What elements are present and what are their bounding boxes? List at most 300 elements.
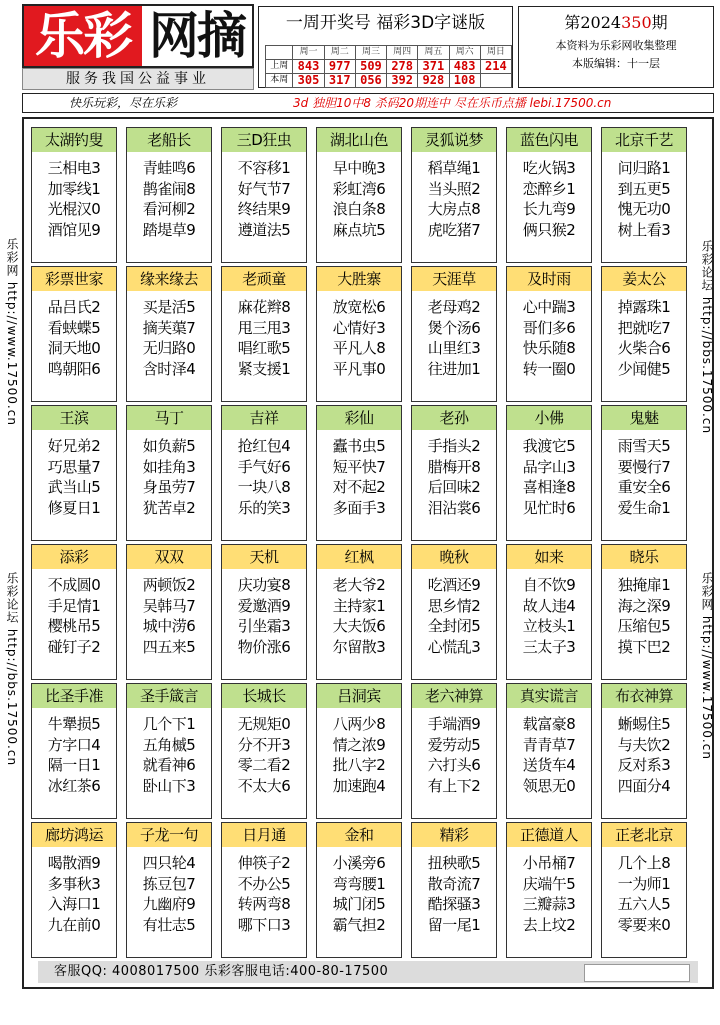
puzzle-card [31,544,117,680]
riddle-line: 雨雪天5 [617,437,671,455]
puzzle-card [126,822,212,958]
card-title: 圣手箴言 [127,684,211,708]
puzzle-card [506,683,592,819]
riddle-line: 三瓣蒜3 [522,895,576,913]
draw-number: 214 [480,60,511,74]
draw-number [480,74,511,88]
riddle-line: 隔一日1 [47,756,101,774]
riddle-line: 手端酒9 [427,715,481,733]
riddle-line: 九在前0 [47,915,101,934]
riddle-line: 巧思量7 [47,457,101,476]
puzzle-card [506,405,592,541]
riddle-line: 把就吃7 [617,318,671,337]
riddle-line: 浪白条8 [332,200,386,218]
draw-number: 509 [355,60,386,74]
puzzle-card [316,127,402,263]
riddle-line: 酷探骚3 [427,895,481,913]
puzzle-card [221,127,307,263]
riddle-line: 载富豪8 [522,715,576,733]
card-title: 王滨 [32,406,116,430]
riddle-line: 遵道法5 [237,220,291,239]
riddle-line: 紧支援1 [237,359,291,378]
card-title: 廊坊鸿运 [32,823,116,847]
riddle-line: 青青草7 [522,735,576,754]
riddle-line: 城门闭5 [332,895,386,913]
draw-number: 928 [418,74,449,88]
weekday-cell: 周三 [355,46,386,60]
card-title: 彩仙 [317,406,401,430]
card-lines [32,708,116,796]
puzzle-card [601,544,687,680]
card-lines [507,152,591,240]
riddle-line: 对不起2 [332,478,386,496]
riddle-line: 青蛙鸣6 [142,159,196,177]
contact-info: 客服QQ: 4008017500 乐彩客服电话:400-80-17500 [54,964,389,979]
card-lines [602,847,686,935]
riddle-line: 酒馆见9 [47,220,101,239]
issue-suffix: 期 [651,13,668,32]
puzzle-card [221,405,307,541]
riddle-line: 光棍汉0 [47,200,101,218]
draw-number: 108 [449,74,480,88]
riddle-line: 六打头6 [427,756,481,774]
card-lines [32,569,116,657]
riddle-line: 碰钉子2 [47,637,101,656]
riddle-line: 看蛱蝶5 [47,318,101,337]
riddle-line: 蜥蜴住5 [617,715,671,733]
card-title: 缘来缘去 [127,267,211,291]
card-lines [412,569,496,657]
riddle-line: 去上坟2 [522,915,576,934]
card-lines [32,291,116,379]
card-lines [602,291,686,379]
riddle-line: 喝散酒9 [47,854,101,872]
card-title: 真实谎言 [507,684,591,708]
card-title: 老顽童 [222,267,306,291]
info-source: 本资料为乐彩网收集整理 [555,39,677,52]
riddle-line: 麻点坑5 [332,220,386,239]
riddle-line: 品吕氏2 [47,298,101,316]
riddle-line: 扭秧歌5 [427,854,481,872]
card-lines [507,847,591,935]
card-lines [222,847,306,935]
riddle-line: 长九弯9 [522,200,576,218]
card-lines [602,708,686,796]
riddle-line: 重安全6 [617,478,671,496]
puzzle-card [411,405,497,541]
card-title: 如来 [507,545,591,569]
riddle-line: 品字山3 [522,457,576,476]
riddle-line: 一为师1 [617,874,671,893]
side-text-right-top: 乐彩论坛 http://bbs.17500.cn [700,240,714,435]
card-lines [127,430,211,518]
draw-number: 977 [324,60,355,74]
riddle-line: 看河柳2 [142,200,196,218]
riddle-line: 入海口1 [47,895,101,913]
footer-blank-box [584,964,690,982]
weekday-cell: 周五 [418,46,449,60]
puzzle-card [316,405,402,541]
card-lines [507,708,591,796]
card-title: 马丁 [127,406,211,430]
card-lines [507,569,591,657]
riddle-line: 心情好3 [332,318,386,337]
puzzle-card [506,822,592,958]
riddle-line: 无规矩0 [237,715,291,733]
riddle-line: 吴韩马7 [142,596,196,615]
card-lines [317,430,401,518]
puzzle-card [221,683,307,819]
riddle-line: 海之深9 [617,596,671,615]
card-lines [127,152,211,240]
card-title: 及时雨 [507,267,591,291]
card-title: 大胜寨 [317,267,401,291]
riddle-line: 不成圆0 [47,576,101,594]
card-title: 北京千艺 [602,128,686,152]
riddle-line: 立枝头1 [522,617,576,635]
riddle-line: 三相电3 [47,159,101,177]
riddle-line: 含时泽4 [142,359,196,378]
riddle-line: 加零线1 [47,179,101,198]
card-title: 三D狂虫 [222,128,306,152]
puzzle-card [601,266,687,402]
card-title: 蓝色闪电 [507,128,591,152]
riddle-line: 鸣朝阳6 [47,359,101,378]
riddle-line: 放宽松6 [332,298,386,316]
puzzle-card [506,266,592,402]
riddle-line: 麻花辫8 [237,298,291,316]
riddle-line: 霸气担2 [332,915,386,934]
riddle-line: 方字口4 [47,735,101,754]
card-title: 灵狐说梦 [412,128,496,152]
riddle-line: 手指头2 [427,437,481,455]
riddle-line: 快乐随8 [522,339,576,357]
promo-left: 快乐玩彩，尽在乐彩 [69,96,178,110]
riddle-line: 蠹书虫5 [332,437,386,455]
side-text-left-bottom: 乐彩论坛 http://bbs.17500.cn [5,572,19,767]
issue-number [519,9,713,37]
riddle-line: 树上看3 [617,220,671,239]
card-title: 鬼魅 [602,406,686,430]
card-title: 老六神算 [412,684,496,708]
riddle-line: 物价涨6 [237,637,291,656]
riddle-line: 犹苦卓2 [142,498,196,517]
card-title: 湖北山色 [317,128,401,152]
riddle-line: 身虽劳7 [142,478,196,496]
card-lines [412,847,496,935]
riddle-line: 恋醉乡1 [522,179,576,198]
riddle-line: 批八字2 [332,756,386,774]
riddle-line: 思乡情2 [427,596,481,615]
card-lines [222,569,306,657]
riddle-line: 彩虹湾6 [332,179,386,198]
puzzle-card [411,544,497,680]
this-week-label: 本周 [266,74,293,88]
riddle-line: 小吊桶7 [522,854,576,872]
riddle-line: 手气好6 [237,457,291,476]
riddle-line: 三太子3 [522,637,576,656]
puzzle-card [126,127,212,263]
riddle-line: 自不饮9 [522,576,576,594]
draw-number: 843 [293,60,324,74]
last-week-label: 上周 [266,60,293,74]
puzzle-card [31,405,117,541]
puzzle-card [126,683,212,819]
card-title: 晚秋 [412,545,496,569]
riddle-line: 多事秋3 [47,874,101,893]
card-title: 长城长 [222,684,306,708]
riddle-line: 反对系3 [617,756,671,774]
riddle-line: 俩只猴2 [522,220,576,239]
draw-number: 317 [324,74,355,88]
card-title: 彩票世家 [32,267,116,291]
riddle-line: 主持家1 [332,596,386,615]
puzzle-card [31,683,117,819]
riddle-line: 哥们多6 [522,318,576,337]
footer-bar [38,961,698,983]
card-lines [127,569,211,657]
puzzle-card [506,127,592,263]
card-title: 金和 [317,823,401,847]
card-title: 太湖钓叟 [32,128,116,152]
draw-number: 056 [355,74,386,88]
riddle-line: 零要来0 [617,915,671,934]
card-title: 布衣神算 [602,684,686,708]
puzzle-card [221,544,307,680]
riddle-line: 小溪旁6 [332,854,386,872]
weekday-cell: 周二 [324,46,355,60]
riddle-line: 平凡人8 [332,339,386,357]
card-lines [222,152,306,240]
card-lines [412,708,496,796]
riddle-line: 牛犟损5 [47,715,101,733]
puzzle-card [316,822,402,958]
riddle-line: 短平快7 [332,457,386,476]
card-lines [602,430,686,518]
issue-num: 350 [621,13,652,32]
riddle-line: 庆端午5 [522,874,576,893]
puzzle-card [126,544,212,680]
riddle-line: 大夫饭6 [332,617,386,635]
card-lines [32,430,116,518]
site-logo [22,4,254,68]
riddle-line: 往进加1 [427,359,481,378]
riddle-line: 引坐霜3 [237,617,291,635]
riddle-line: 爱生命1 [617,498,671,517]
puzzle-card [411,127,497,263]
puzzle-card [601,822,687,958]
card-lines [412,430,496,518]
card-lines [412,152,496,240]
corner-cell [266,46,293,60]
riddle-line: 樱桃吊5 [47,617,101,635]
puzzle-card [221,822,307,958]
riddle-line: 四五来5 [142,637,196,656]
card-lines [222,430,306,518]
riddle-line: 唱红歌5 [237,339,291,357]
puzzle-card [221,266,307,402]
riddle-line: 不办公5 [237,874,291,893]
riddle-line: 无归路0 [142,339,196,357]
weekday-row [266,46,512,60]
riddle-line: 吃酒还9 [427,576,481,594]
card-title: 日月通 [222,823,306,847]
card-lines [602,152,686,240]
weekly-draw-box [258,6,513,88]
riddle-line: 拣豆包7 [142,874,196,893]
riddle-line: 一块八8 [237,478,291,496]
promo-right[interactable]: 3d 独胆10中8 杀码20期连中 尽在乐币点播 lebi.17500.cn [293,96,612,110]
draw-number: 392 [387,74,418,88]
card-title: 正德道人 [507,823,591,847]
riddle-line: 两顿饭2 [142,576,196,594]
riddle-line: 稻草绳1 [427,159,481,177]
card-lines [602,569,686,657]
promo-strip [22,93,714,113]
riddle-line: 卧山下3 [142,776,196,795]
riddle-line: 洞天地0 [47,339,101,357]
draw-number: 305 [293,74,324,88]
puzzle-card [411,683,497,819]
riddle-line: 不容移1 [237,159,291,177]
riddle-line: 四面分4 [617,776,671,795]
card-lines [222,291,306,379]
puzzle-card [601,127,687,263]
puzzle-card [601,405,687,541]
puzzle-card [31,822,117,958]
riddle-line: 腊梅开8 [427,457,481,476]
draw-number: 278 [387,60,418,74]
riddle-line: 好气节7 [237,179,291,198]
card-lines [317,152,401,240]
riddle-line: 尔留散3 [332,637,386,656]
puzzle-card [31,266,117,402]
card-title: 小佛 [507,406,591,430]
riddle-line: 买是活5 [142,298,196,316]
card-title: 精彩 [412,823,496,847]
riddle-line: 留一尾1 [427,915,481,934]
riddle-line: 五六人5 [617,895,671,913]
riddle-line: 摘芙蕖7 [142,318,196,337]
riddle-line: 如负薪5 [142,437,196,455]
riddle-line: 转两弯8 [237,895,291,913]
riddle-line: 四只轮4 [142,854,196,872]
puzzle-card [126,266,212,402]
card-title: 红枫 [317,545,401,569]
riddle-line: 分不开3 [237,735,291,754]
info-editor: 本版编辑：十一层 [572,57,660,70]
riddle-line: 城中涝6 [142,617,196,635]
card-lines [412,291,496,379]
riddle-line: 我渡它5 [522,437,576,455]
riddle-line: 当头照2 [427,179,481,198]
puzzle-grid-frame [22,117,714,989]
riddle-line: 多面手3 [332,498,386,517]
riddle-line: 泪沾裳6 [427,498,481,517]
card-lines [317,569,401,657]
card-title: 添彩 [32,545,116,569]
riddle-line: 老大爷2 [332,576,386,594]
riddle-line: 吃火锅3 [522,159,576,177]
card-title: 老船长 [127,128,211,152]
riddle-line: 弯弯腰1 [332,874,386,893]
riddle-line: 终结果9 [237,200,291,218]
riddle-line: 修夏日1 [47,498,101,517]
draw-title: 一周开奖号 福彩3D字谜版 [285,13,486,33]
this-week-row [266,74,512,88]
riddle-line: 爱劳动5 [427,735,481,754]
card-lines [317,291,401,379]
riddle-line: 后回味2 [427,478,481,496]
card-title: 晓乐 [602,545,686,569]
riddle-line: 手足情1 [47,596,101,615]
riddle-line: 庆功宴8 [237,576,291,594]
card-lines [507,291,591,379]
logo-black-part: 网摘 [142,6,252,66]
riddle-line: 喜相逢8 [522,478,576,496]
card-title: 老孙 [412,406,496,430]
puzzle-card [316,683,402,819]
riddle-line: 加速跑4 [332,776,386,795]
riddle-line: 几个上8 [617,854,671,872]
riddle-line: 鹊雀闹8 [142,179,196,198]
riddle-line: 早中晚3 [332,159,386,177]
weekday-cell: 周一 [293,46,324,60]
riddle-line: 踏堤草9 [142,220,196,239]
riddle-line: 山里红3 [427,339,481,357]
puzzle-card [316,266,402,402]
card-title: 比圣手准 [32,684,116,708]
card-title: 天机 [222,545,306,569]
puzzle-card [31,127,117,263]
riddle-line: 武当山5 [47,478,101,496]
card-lines [222,708,306,796]
riddle-line: 不太大6 [237,776,291,795]
last-week-row [266,60,512,74]
riddle-line: 送货车4 [522,756,576,774]
riddle-line: 情之浓9 [332,735,386,754]
riddle-line: 心慌乱3 [427,637,481,656]
puzzle-card [316,544,402,680]
riddle-line: 大房点8 [427,200,481,218]
riddle-line: 有上下2 [427,776,481,795]
riddle-line: 煲个汤6 [427,318,481,337]
riddle-line: 独掩扉1 [617,576,671,594]
riddle-line: 爱邀酒9 [237,596,291,615]
riddle-line: 八两少8 [332,715,386,733]
card-lines [317,708,401,796]
card-lines [127,847,211,935]
weekday-cell: 周六 [449,46,480,60]
card-title: 吕洞宾 [317,684,401,708]
riddle-line: 就看神6 [142,756,196,774]
riddle-line: 几个下1 [142,715,196,733]
card-lines [127,291,211,379]
riddle-line: 哪下口3 [237,915,291,934]
riddle-line: 好兄弟2 [47,437,101,455]
puzzle-card [506,544,592,680]
puzzle-card [601,683,687,819]
riddle-line: 到五更5 [617,179,671,198]
riddle-line: 压缩包5 [617,617,671,635]
issue-prefix: 第2024 [564,13,622,32]
card-lines [32,152,116,240]
riddle-line: 有壮志5 [142,915,196,934]
riddle-line: 领思无0 [522,776,576,795]
riddle-line: 与夫饮2 [617,735,671,754]
riddle-line: 冰红茶6 [47,776,101,795]
issue-info-box [518,6,714,88]
